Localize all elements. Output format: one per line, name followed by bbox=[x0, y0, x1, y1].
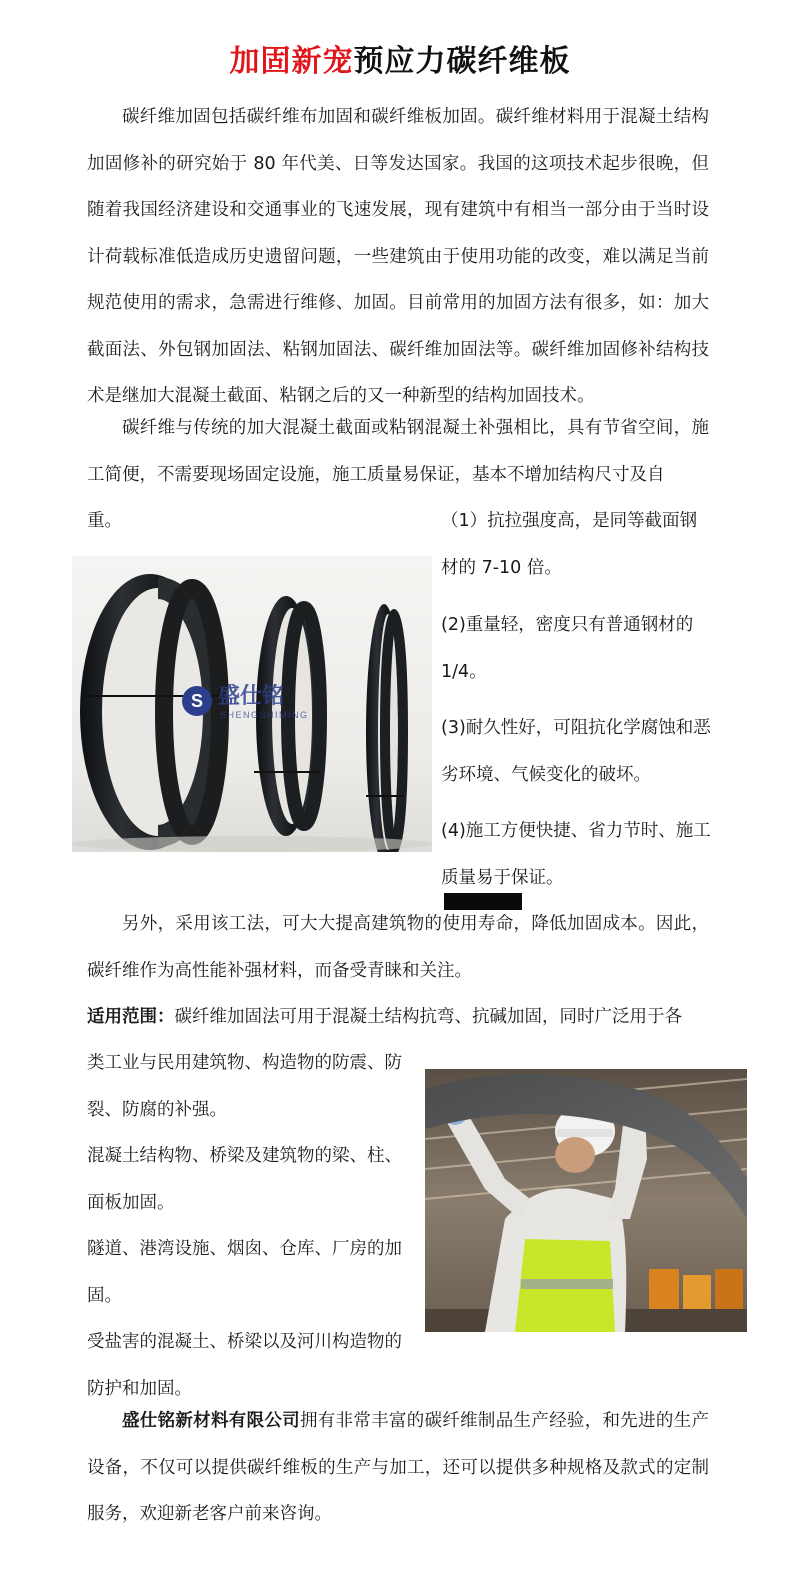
title-main: 预应力碳纤维板 bbox=[353, 44, 571, 79]
scope-line-7: 固。 bbox=[87, 1286, 122, 1306]
page-title bbox=[0, 42, 800, 82]
additional-paragraph: 另外，采用该工法，可大大提高建筑物的使用寿命，降低加固成本。因此，碳纤维作为高性能补强材料，而备受青睐和关注。 bbox=[87, 914, 709, 981]
title-highlight: 加固新宠 bbox=[229, 44, 354, 79]
feature-item-4: (4)施工方便快捷、省力节时、施工质量易于保证。 bbox=[441, 821, 711, 888]
company-name: 盛仕铭新材料有限公司 bbox=[122, 1411, 300, 1431]
feature-item-2: (2)重量轻，密度只有普通钢材的 1/4。 bbox=[441, 615, 694, 682]
worker-installation-photo bbox=[425, 1069, 747, 1332]
watermark-logo bbox=[182, 684, 332, 724]
scope-line-1 bbox=[87, 994, 682, 1041]
scope-line-4: 混凝土结构物、桥梁及建筑物的梁、柱、 bbox=[87, 1146, 402, 1166]
carbon-fiber-rolls-photo bbox=[72, 556, 432, 852]
scope-line-3: 裂、防腐的补强。 bbox=[87, 1100, 227, 1120]
company-text: 拥有非常丰富的碳纤维制品生产经验，和先进的生产设备，不仅可以提供碳纤维板的生产与加工，还可以提供多种规格及款式的定制服务，欢迎新老客户前来咨询。 bbox=[87, 1411, 709, 1524]
logo-subtext: SHENGSHIMING bbox=[220, 710, 309, 720]
intro-paragraph-1: 碳纤维加固包括碳纤维布加固和碳纤维板加固。碳纤维材料用于混凝土结构加固修补的研究始于 80 年代美、日等发达国家。我国的这项技术起步很晚，但随着我国经济建设和交通事业的飞速发展，现有建筑中有相当一部分由于当时设计荷载标准低造成历史遗留问题，一些建筑由于使用功能的改变，难以满足当前规范使用的需求，急需进行维修、加固。目前常用的加固方法有很多，如：加大截面法、外包钢加固法、粘钢加固法、碳纤维加固法等。碳纤维加固修补结构技术是继加大混凝土截面、粘钢之后的又一种新型的结构加固技术。 bbox=[87, 107, 709, 406]
logo-text: 盛仕铭 bbox=[218, 684, 285, 709]
feature-item-3: (3)耐久性好，可阻抗化学腐蚀和恶劣环境、气候变化的破坏。 bbox=[441, 718, 711, 785]
scope-line-6: 隧道、港湾设施、烟囱、仓库、厂房的加 bbox=[87, 1239, 402, 1259]
intro-paragraph-2: 碳纤维与传统的加大混凝土截面或粘钢混凝土补强相比，具有节省空间，施工简便，不需要现场固定设施，施工质量易保证，基本不增加结构尺寸及自 bbox=[87, 418, 709, 485]
intro-paragraph-2-end: 重。 bbox=[87, 511, 122, 531]
scope-line-9: 防护和加固。 bbox=[87, 1379, 192, 1399]
scope-line-2: 类工业与民用建筑物、构造物的防震、防 bbox=[87, 1053, 402, 1073]
logo-mark-icon: S bbox=[182, 686, 212, 716]
feature-item-1: （1）抗拉强度高，是同等截面钢材的 7-10 倍。 bbox=[441, 511, 698, 578]
scope-label: 适用范围： bbox=[87, 1007, 175, 1027]
scope-line-5: 面板加固。 bbox=[87, 1193, 175, 1213]
scope-text-1: 碳纤维加固法可用于混凝土结构抗弯、抗碱加固，同时广泛用于各 bbox=[174, 1007, 682, 1027]
scope-line-8: 受盐害的混凝土、桥梁以及河川构造物的 bbox=[87, 1332, 402, 1352]
company-paragraph bbox=[87, 1398, 709, 1538]
